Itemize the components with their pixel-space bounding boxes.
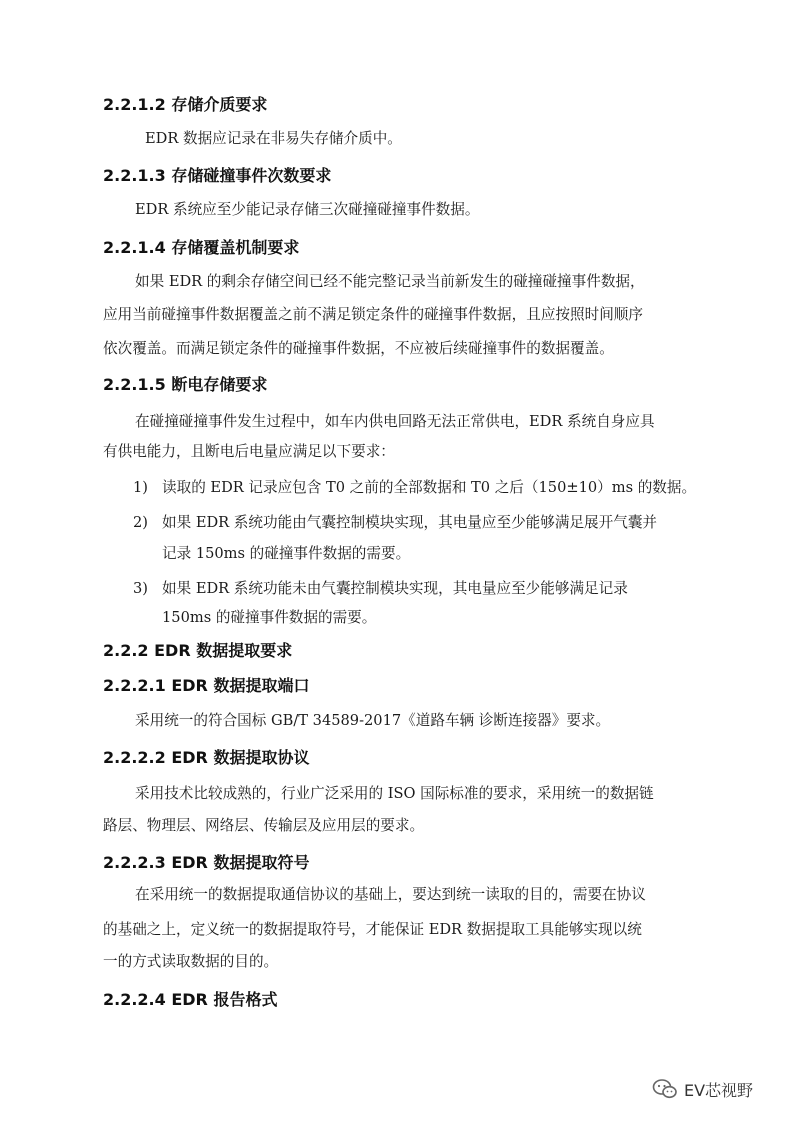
paragraph-line: 一的方式读取数据的目的。 [103, 953, 279, 970]
paragraph-line: EDR 系统应至少能记录存储三次碰撞碰撞事件数据。 [135, 201, 480, 218]
wechat-icon [652, 1078, 678, 1100]
list-item-line: 记录 150ms 的碰撞事件数据的需要。 [162, 545, 411, 562]
list-item-line: 读取的 EDR 记录应包含 T0 之前的全部数据和 T0 之后（150±10）ms 的数据。 [162, 479, 697, 496]
paragraph-line: 采用技术比较成熟的，行业广泛采用的 ISO 国际标准的要求，采用统一的数据链 [135, 785, 654, 802]
paragraph-line: 的基础之上，定义统一的数据提取符号，才能保证 EDR 数据提取工具能够实现以统 [103, 921, 642, 938]
paragraph-line: 依次覆盖。而满足锁定条件的碰撞事件数据，不应被后续碰撞事件的数据覆盖。 [103, 340, 614, 357]
list-item-line: 如果 EDR 系统功能由气囊控制模块实现，其电量应至少能够满足展开气囊并 [162, 514, 658, 531]
paragraph-line: 应用当前碰撞事件数据覆盖之前不满足锁定条件的碰撞事件数据，且应按照时间顺序 [103, 306, 643, 323]
heading-2-2-2-4: 2.2.2.4 EDR 报告格式 [103, 990, 278, 1009]
heading-2-2-2-3: 2.2.2.3 EDR 数据提取符号 [103, 853, 310, 872]
paragraph-line: 采用统一的符合国标 GB/T 34589-2017《道路车辆 诊断连接器》要求。 [135, 712, 611, 729]
paragraph-line: 在碰撞碰撞事件发生过程中，如车内供电回路无法正常供电，EDR 系统自身应具 [135, 413, 655, 430]
heading-2-2-2-2: 2.2.2.2 EDR 数据提取协议 [103, 748, 310, 767]
heading-2-2-1-3: 2.2.1.3 存储碰撞事件次数要求 [103, 166, 332, 185]
watermark-text: EV芯视野 [684, 1080, 754, 1100]
watermark [652, 1076, 753, 1102]
heading-2-2-1-5: 2.2.1.5 断电存储要求 [103, 375, 268, 394]
list-item-line: 150ms 的碰撞事件数据的需要。 [162, 609, 377, 626]
list-number: 3) [133, 580, 148, 597]
paragraph-line: 路层、物理层、网络层、传输层及应用层的要求。 [103, 817, 425, 834]
paragraph-line: 有供电能力，且断电后电量应满足以下要求： [103, 443, 395, 460]
list-item-line: 如果 EDR 系统功能未由气囊控制模块实现，其电量应至少能够满足记录 [162, 580, 628, 597]
heading-2-2-2: 2.2.2 EDR 数据提取要求 [103, 641, 293, 660]
paragraph-line: 如果 EDR 的剩余存储空间已经不能完整记录当前新发生的碰撞碰撞事件数据， [135, 273, 645, 290]
paragraph-line: EDR 数据应记录在非易失存储介质中。 [145, 130, 402, 147]
heading-2-2-1-2: 2.2.1.2 存储介质要求 [103, 95, 268, 114]
list-number: 1) [133, 479, 148, 496]
paragraph-line: 在采用统一的数据提取通信协议的基础上，要达到统一读取的目的，需要在协议 [135, 886, 646, 903]
heading-2-2-2-1: 2.2.2.1 EDR 数据提取端口 [103, 676, 310, 695]
heading-2-2-1-4: 2.2.1.4 存储覆盖机制要求 [103, 238, 300, 257]
list-number: 2) [133, 514, 148, 531]
